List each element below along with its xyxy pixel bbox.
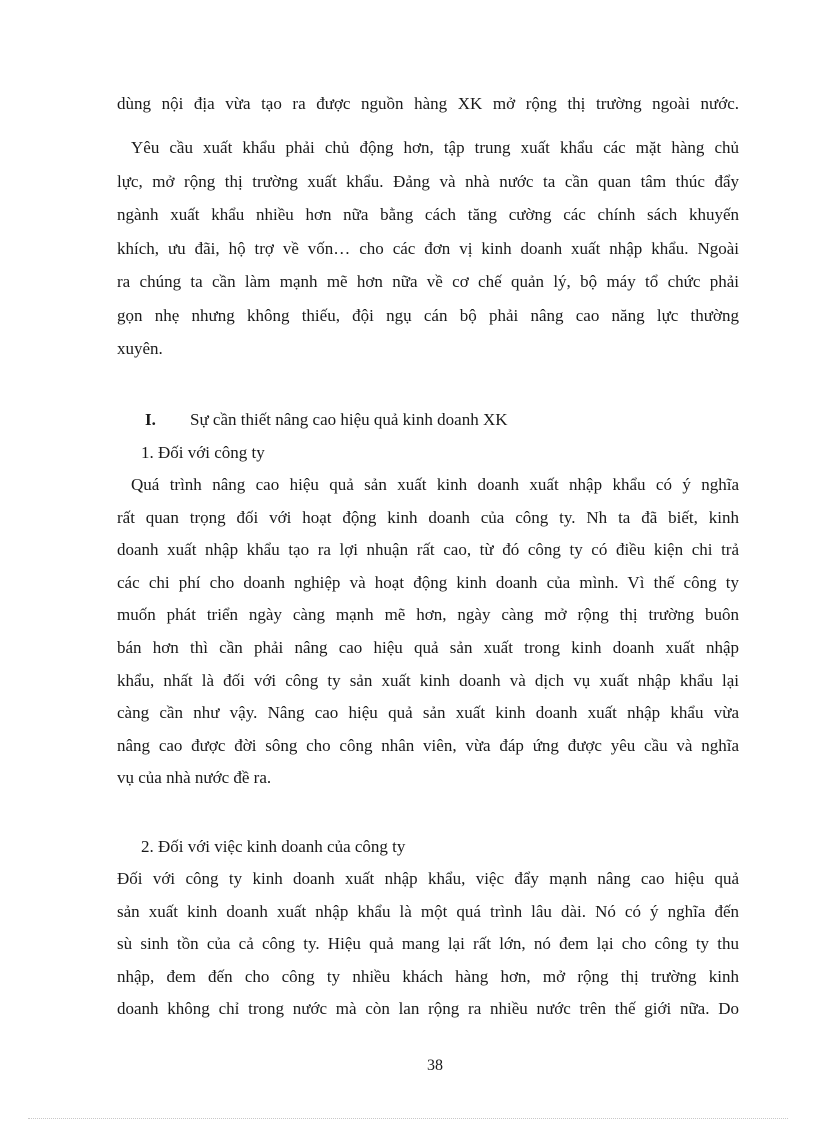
text-line: khẩu, nhất là đối với công ty sản xuất kinh doanh và dịch vụ xuất nhập khẩu lại [117,670,739,690]
text-line: khích, ưu đãi, hộ trợ về vốn… cho các đơn vị kinh doanh xuất nhập khẩu. Ngoài [117,238,739,258]
text-line: lực, mở rộng thị trường xuất khẩu. Đảng và nhà nước ta cần quan tâm thúc đẩy [117,171,739,191]
text-line: doanh xuất nhập khẩu tạo ra lợi nhuận rất cao, từ đó công ty có điều kiện chi trả [117,540,739,560]
text-line: sù sinh tồn của cả công ty. Hiệu quả mang lại rất lớn, nó đem lại cho công ty thu [117,934,739,954]
text-line: vụ của nhà nước đề ra. [117,768,272,788]
text-line: bán hơn thì cần phải nâng cao hiệu quả sản xuất trong kinh doanh xuất nhập [117,637,739,657]
subsection-heading-2: 2. Đối với việc kinh doanh của công ty [141,837,406,856]
text-line: Quá trình nâng cao hiệu quả sản xuất kinh doanh xuất nhập khẩu có ý nghĩa [131,475,739,494]
page-number: 38 [427,1057,443,1074]
text-line: muốn phát triển ngày càng mạnh mẽ hơn, ngày càng mở rộng thị trường buôn [117,605,739,625]
text-line: ra chúng ta cần làm mạnh mẽ hơn nữa về cơ chế quản lý, bộ máy tổ chức phải [117,272,739,291]
text-line: doanh không chỉ trong nước mà còn lan rộng ra nhiều nước trên thế giới nữa. Do [117,999,739,1019]
paragraph-continuation [117,88,739,121]
section-heading [145,406,508,434]
text-line: sản xuất kinh doanh xuất nhập khẩu là một quá trình lâu dài. Nó có ý nghĩa đến [117,901,739,921]
text-line: rất quan trọng đối với hoạt động kinh doanh của công ty. Nh ta đã biết, kinh [117,507,739,527]
section-title: Sự cần thiết nâng cao hiệu quả kinh doanh XK [190,410,508,429]
text-line: dùng nội địa vừa tạo ra được nguồn hàng XK mở rộng thị trường ngoài nước. [117,94,739,113]
text-line: nâng cao được đời sông cho công nhân viên, vừa đáp ứng được yêu cầu và nghĩa [117,735,739,755]
text-line: gọn nhẹ nhưng không thiếu, đội ngụ cán bộ phải nâng cao năng lực thường [117,305,739,325]
paragraph-requirements [117,131,739,366]
text-line: xuyên. [117,339,163,358]
text-line: ngành xuất khẩu nhiều hơn nữa bằng cách tăng cường các chính sách khuyến [117,205,739,224]
paragraph-subsection-2 [117,863,739,1026]
section-number: I. [145,410,156,429]
text-line: nhập, đem đến cho công ty nhiều khách hàng hơn, mở rộng thị trường kinh [117,966,739,986]
text-line: càng cần như vậy. Nâng cao hiệu quả sản xuất kinh doanh xuất nhập khẩu vừa [117,703,739,723]
paragraph-subsection-1 [117,469,739,795]
subsection-heading-1: 1. Đối với công ty [141,443,265,462]
page-bottom-divider [28,1118,788,1119]
text-line: Đối với công ty kinh doanh xuất nhập khẩu, việc đẩy mạnh nâng cao hiệu quả [117,869,739,888]
text-line: Yêu cầu xuất khẩu phải chủ động hơn, tập trung xuất khẩu các mặt hàng chủ [131,138,739,157]
text-line: các chi phí cho doanh nghiệp và hoạt động kinh doanh của mình. Vì thế công ty [117,572,739,592]
